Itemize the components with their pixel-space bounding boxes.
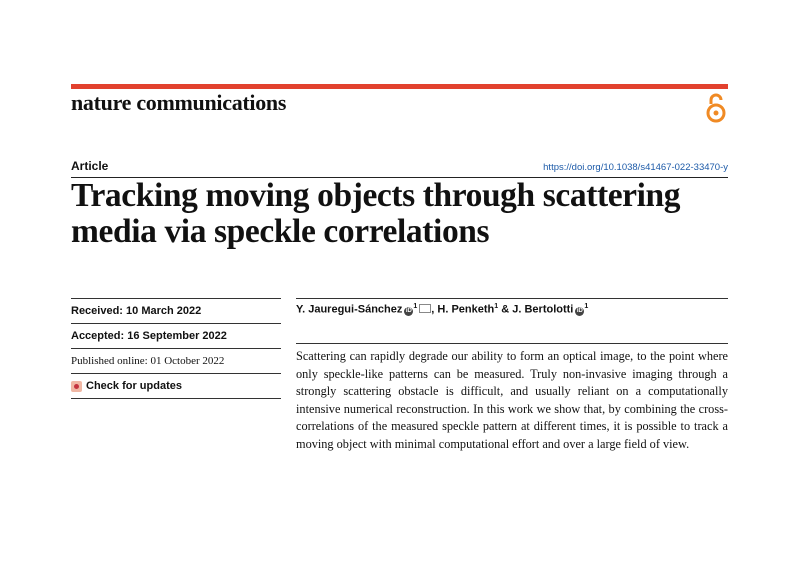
author-2[interactable]: H. Penketh <box>437 303 495 316</box>
open-access-icon <box>704 92 728 124</box>
article-type-label: Article <box>71 159 109 173</box>
author-2-affiliation: 1 <box>494 303 499 310</box>
check-updates-icon <box>71 381 82 392</box>
abstract-divider <box>296 343 728 344</box>
journal-name[interactable]: nature communications <box>71 90 287 115</box>
title-line-1: Tracking moving objects through scattering <box>71 177 681 214</box>
author-1[interactable]: Y. Jauregui-Sánchez <box>296 303 403 316</box>
authors-divider <box>296 298 728 299</box>
orcid-icon[interactable]: iD <box>405 307 412 314</box>
orcid-icon[interactable]: iD <box>576 307 583 314</box>
author-3[interactable]: J. Bertolotti <box>512 303 574 316</box>
dates-panel <box>71 298 281 399</box>
check-updates-label: Check for updates <box>86 380 182 392</box>
accepted-date: Accepted: 16 September 2022 <box>71 323 281 348</box>
title-line-2: media via speckle correlations <box>71 213 490 250</box>
published-date: Published online: 01 October 2022 <box>71 348 281 373</box>
abstract: Scattering can rapidly degrade our ability to form an optical image, to the point where only speckle-like patterns can be measured. Truly non-invasive imaging through a strongly scattering obstacle is difficult, and usually reliant on a computationally intensive numerical reconstruction. In this work we show that, by combining the cross-correlations of the measured speckle pattern at different times, it is possible to track a moving object with minimal computational effort and over a large field of view. <box>296 349 728 451</box>
article-title <box>71 178 751 250</box>
author-list: Y. Jauregui-Sánchez $iD^1$ , H. Penketh$^1$ & J. Bertolotti $iD^1$ <box>296 303 589 316</box>
author-3-affiliation: 1 <box>584 303 589 310</box>
doi-link[interactable]: https://doi.org/10.1038/s41467-022-33470-y <box>543 162 728 173</box>
journal-accent-bar <box>71 84 728 89</box>
check-updates-button[interactable] <box>71 373 281 399</box>
received-date: Received: 10 March 2022 <box>71 298 281 323</box>
email-icon[interactable] <box>419 304 431 313</box>
author-1-affiliation: 1 <box>413 303 418 310</box>
author-separator: & <box>501 303 510 316</box>
